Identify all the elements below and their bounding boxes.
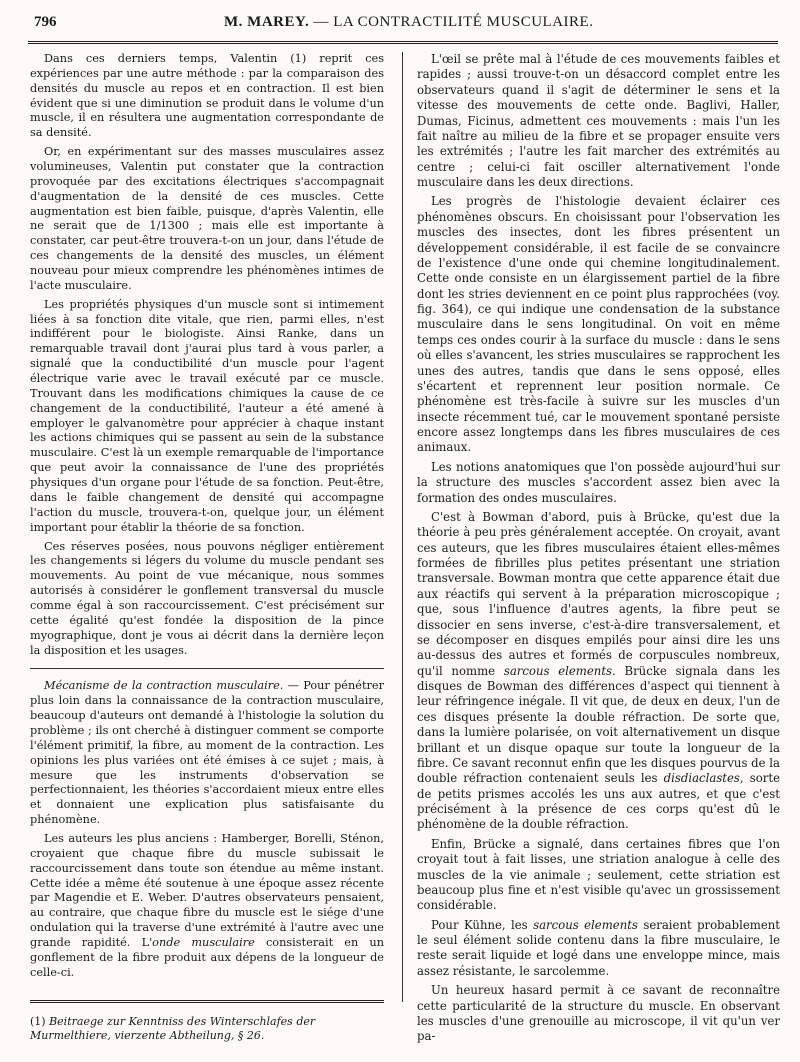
footnote <box>30 1015 384 1043</box>
paragraph: Ces réserves posées, nous pouvons négliger entièrement les changements si légers du volume du muscle pendant ses mouvements. Au point de vue mécanique, nous sommes autorisés à considérer le gonflement transversal du muscle comme égal à son raccourcissement. C'est précisément sur cette égalité qu'est fondée la disposition de la pince myographique, dont je vous ai décrit dans la dernière leçon la disposition et les usages. <box>30 539 384 657</box>
paragraph: C'est à Bowman d'abord, puis à Brücke, qu'est due la théorie à peu près généralement acceptée. On croyait, avant ces auteurs, que les fibres musculaires étaient elles-mêmes formées de fibrilles plus petites présentant une striation transversale. Bowman montra que cette apparence était due aux réactifs qui servent à la préparation microscopique ; que, sous l'influence d'autres agents, la fibre peut se dissocier en sens inverse, c'est-à-dire transversalement, et se décomposer en disques empilés pour ainsi dire les uns au-dessus des autres et formés de corpuscules nombreux, qu'il nomme sarcous elements. Brücke signala dans les disques de Bowman des différences d'aspect qui tiennent à leur réfringence inégale. Il vit que, de deux en deux, l'un de ces disques présente la double réfraction. De sorte que, dans la lumière polarisée, on voit alternativement un disque brillant et un disque opaque sur toute la longueur de la fibre. Ce savant reconnut enfin que les disques pourvus de la double réfraction contenaient seuls les disdiaclastes, sorte de petits prismes accolés les uns aux autres, et que c'est précisément à la présence de ces corps qu'est dû le phénomène de la double réfraction. <box>417 509 780 832</box>
work-title: — LA CONTRACTILITÉ MUSCULAIRE. <box>309 14 594 30</box>
paragraph: Les progrès de l'histologie devaient éclairer ces phénomènes obscurs. En choisissant pour l'observation les muscles des insectes, dont les fibres présentent un développement considérable, il est facile de se convaincre de l'existence d'une onde qui chemine longitudinalement. Cette onde consiste en un élargissement partiel de la fibre dont les stries deviennent en ce point plus rapprochées (voy. fig. 364), ce qui indique une condensation de la substance musculaire dans le sens longitudinal. On voit en même temps ces ondes courir à la surface du muscle : dans le sens où elles s'avancent, les stries musculaires se rapprochent les unes des autres, tandis que dans le sens opposé, elles s'écartent et reprennent leur position normale. Ce phénomène est très-facile à suivre sur les muscles d'un insecte récemment tué, car le mouvement spontané persiste encore assez longtemps dans les fibres musculaires de ces animaux. <box>417 194 780 455</box>
section-divider <box>30 668 384 669</box>
paragraph: Un heureux hasard permit à ce savant de reconnaître cette particularité de la structure du muscle. En observant les muscles d'une grenouille au microscope, il vit qu'un ver pa- <box>417 983 780 1044</box>
paragraph: Les auteurs les plus anciens : Hamberger, Borelli, Sténon, croyaient que chaque fibre du muscle subissait le raccourcissement dans toute son étendue au même instant. Cette idée a même été soutenue à une époque assez récente par Magendie et E. Weber. D'autres observateurs pensaient, au contraire, que chaque fibre du muscle est le siége d'une ondulation qui la traverse d'une extrémité à l'autre avec une grande rapidité. L'onde musculaire consisterait en un gonflement de la fibre produit aux dépens de la longueur de celle-ci. <box>30 831 384 979</box>
footnote-text: Beitraege zur Kenntniss des Winterschlafes der Murmelthiere, vierzente Abtheilung, § 26. <box>30 1015 316 1042</box>
author-name: M. MAREY. <box>224 14 310 30</box>
paragraph: Les notions anatomiques que l'on possède aujourd'hui sur la structure des muscles s'accordent assez bien avec la formation des ondes musculaires. <box>417 459 780 505</box>
paragraph: Dans ces derniers temps, Valentin (1) reprit ces expériences par une autre méthode : par la comparaison des densités du muscle au repos et en contraction. Il est bien évident que si une diminution se produit dans le volume d'un muscle, il en résultera une augmentation correspondante de sa densité. <box>30 52 384 140</box>
paragraph: Or, en expérimentant sur des masses musculaires assez volumineuses, Valentin put constater que la contraction provoquée par des excitations électriques s'accompagnait d'augmentation de la densité de ces muscles. Cette augmentation est bien faible, puisque, d'après Valentin, elle ne serait que de 1/1300 ; mais elle est importante à constater, car peut-être trouvera-t-on un jour, dans l'étude de ces changements de la densité des muscles, un élément nouveau pour mieux comprendre les phénomènes intimes de l'acte musculaire. <box>30 145 384 292</box>
running-header <box>28 14 778 40</box>
paragraph: Pour Kühne, les sarcous elements seraient probablement le seul élément solide contenu dans la fibre musculaire, le reste serait liquide et logé dans une enveloppe mince, mais assez résistante, le sarcolemme. <box>417 917 780 978</box>
header-rule <box>28 41 778 44</box>
section-heading: Mécanisme de la contraction musculaire. <box>44 679 284 693</box>
footnote-number: (1) <box>30 1015 46 1028</box>
right-column <box>417 52 780 1049</box>
left-column <box>30 52 384 985</box>
paragraph: Enfin, Brücke a signalé, dans certaines fibres que l'on croyait tout à fait lisses, une striation analogue à celle des muscles de la vie animale ; seulement, cette striation est beaucoup plus fine et n'est visible qu'avec un grossissement considérable. <box>417 836 780 913</box>
page-number: 796 <box>34 14 57 30</box>
running-title <box>224 14 593 31</box>
paragraph: Les propriétés physiques d'un muscle sont si intimement liées à sa fonction dite vitale, que rien, parmi elles, n'est indifférent pour le biologiste. Ainsi Ranke, dans un remarquable travail dont j'aurai plus tard à vous parler, a signalé que la conductibilité d'un muscle pour l'agent électrique varie avec le travail exécuté par ce muscle. Trouvant dans les modifications chimiques la cause de ce changement de la conductibilité, l'auteur a été amené à employer le galvanomètre pour apprécier à chaque instant les actions chimiques qui se passent au sein de la substance musculaire. C'est là un exemple remarquable de l'importance que peut avoir la connaissance de l'une des propriétés physiques d'un organe pour l'étude de sa fonction. Peut-être, dans le faible changement de densité qui accompagne l'action du muscle, trouvera-t-on, quelque jour, un élément important pour établir la théorie de sa fonction. <box>30 297 384 534</box>
paragraph: L'œil se prête mal à l'étude de ces mouvements faibles et rapides ; aussi trouve-t-on un désaccord complet entre les observateurs quand il s'agit de déterminer le sens et la vitesse des mouvements de cette onde. Baglivi, Haller, Dumas, Ficinus, admettent ces mouvements : mais l'un les fait naître au milieu de la fibre et se propager ensuite vers les extrémités ; l'autre les fait marcher des extrémités au centre ; celui-ci fait osciller alternativement l'onde musculaire dans les deux directions. <box>417 52 780 189</box>
column-divider <box>402 52 403 1002</box>
section-paragraph: Mécanisme de la contraction musculaire. — Pour pénétrer plus loin dans la connaissance de la contraction musculaire, beaucoup d'auteurs ont demandé à l'histologie la solution du problème ; ils ont cherché à distinguer comment se comporte l'élément primitif, la fibre, au moment de la contraction. Les opinions les plus variées ont été émises à ce sujet ; mais, à mesure que les instruments d'observation se perfectionnaient, les théories s'accordaient mieux entre elles et donnaient une explication plus satisfaisante du phénomène. <box>30 679 384 827</box>
footnote-rule <box>30 1000 384 1003</box>
